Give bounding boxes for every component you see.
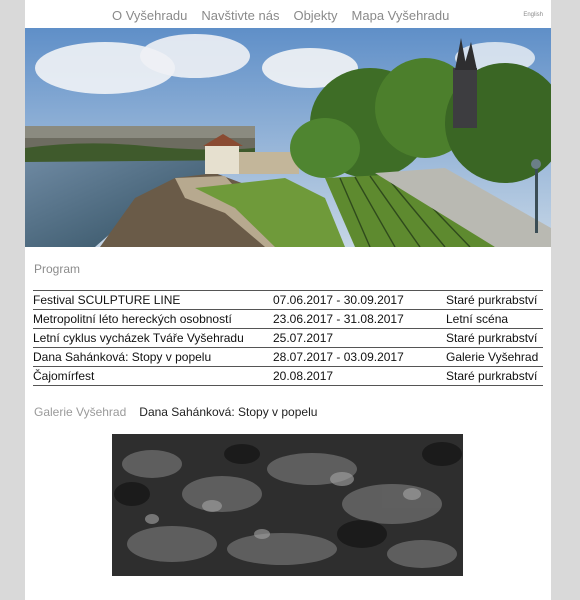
- event-place: Galerie Vyšehrad: [446, 348, 543, 367]
- event-dates: 25.07.2017: [273, 329, 446, 348]
- event-name[interactable]: Metropolitní léto hereckých osobností: [33, 310, 273, 329]
- event-dates: 07.06.2017 - 30.09.2017: [273, 291, 446, 310]
- nav-link-mapa-vysehradu[interactable]: Mapa Vyšehradu: [351, 8, 450, 23]
- exhibition-artwork-image[interactable]: [112, 434, 463, 576]
- event-place: Letní scéna: [446, 310, 543, 329]
- nav-link-o-vysehradu[interactable]: O Vyšehradu: [112, 8, 188, 23]
- page-content: [25, 0, 551, 600]
- program-section-title: Program: [34, 262, 81, 276]
- main-menu: [112, 8, 449, 23]
- event-name[interactable]: Festival SCULPTURE LINE: [33, 291, 273, 310]
- table-row[interactable]: [33, 291, 543, 310]
- table-row[interactable]: [33, 367, 543, 386]
- event-place: Staré purkrabství: [446, 367, 543, 386]
- event-dates: 20.08.2017: [273, 367, 446, 386]
- event-place: Staré purkrabství: [446, 291, 543, 310]
- event-place: Staré purkrabství: [446, 329, 543, 348]
- table-row[interactable]: [33, 348, 543, 367]
- nav-link-navstivte-nas[interactable]: Navštivte nás: [201, 8, 280, 23]
- hero-photo-vysehrad-illustration: [25, 28, 551, 247]
- gallery-label: Galerie Vyšehrad: [34, 405, 127, 419]
- event-name[interactable]: Letní cyklus vycházek Tváře Vyšehradu: [33, 329, 273, 348]
- top-navigation: [25, 0, 551, 28]
- event-dates: 23.06.2017 - 31.08.2017: [273, 310, 446, 329]
- table-row[interactable]: [33, 329, 543, 348]
- gallery-heading: [34, 405, 317, 419]
- program-table: [33, 290, 543, 386]
- gallery-exhibition-title[interactable]: Dana Sahánková: Stopy v popelu: [139, 405, 318, 419]
- event-name[interactable]: Dana Sahánková: Stopy v popelu: [33, 348, 273, 367]
- event-name[interactable]: Čajomírfest: [33, 367, 273, 386]
- event-dates: 28.07.2017 - 03.09.2017: [273, 348, 446, 367]
- table-row[interactable]: [33, 310, 543, 329]
- artwork-texture: [112, 434, 463, 576]
- nav-link-objekty[interactable]: Objekty: [293, 8, 338, 23]
- language-switch-link[interactable]: English: [523, 12, 543, 18]
- hero-photo-vysehrad: [25, 28, 551, 247]
